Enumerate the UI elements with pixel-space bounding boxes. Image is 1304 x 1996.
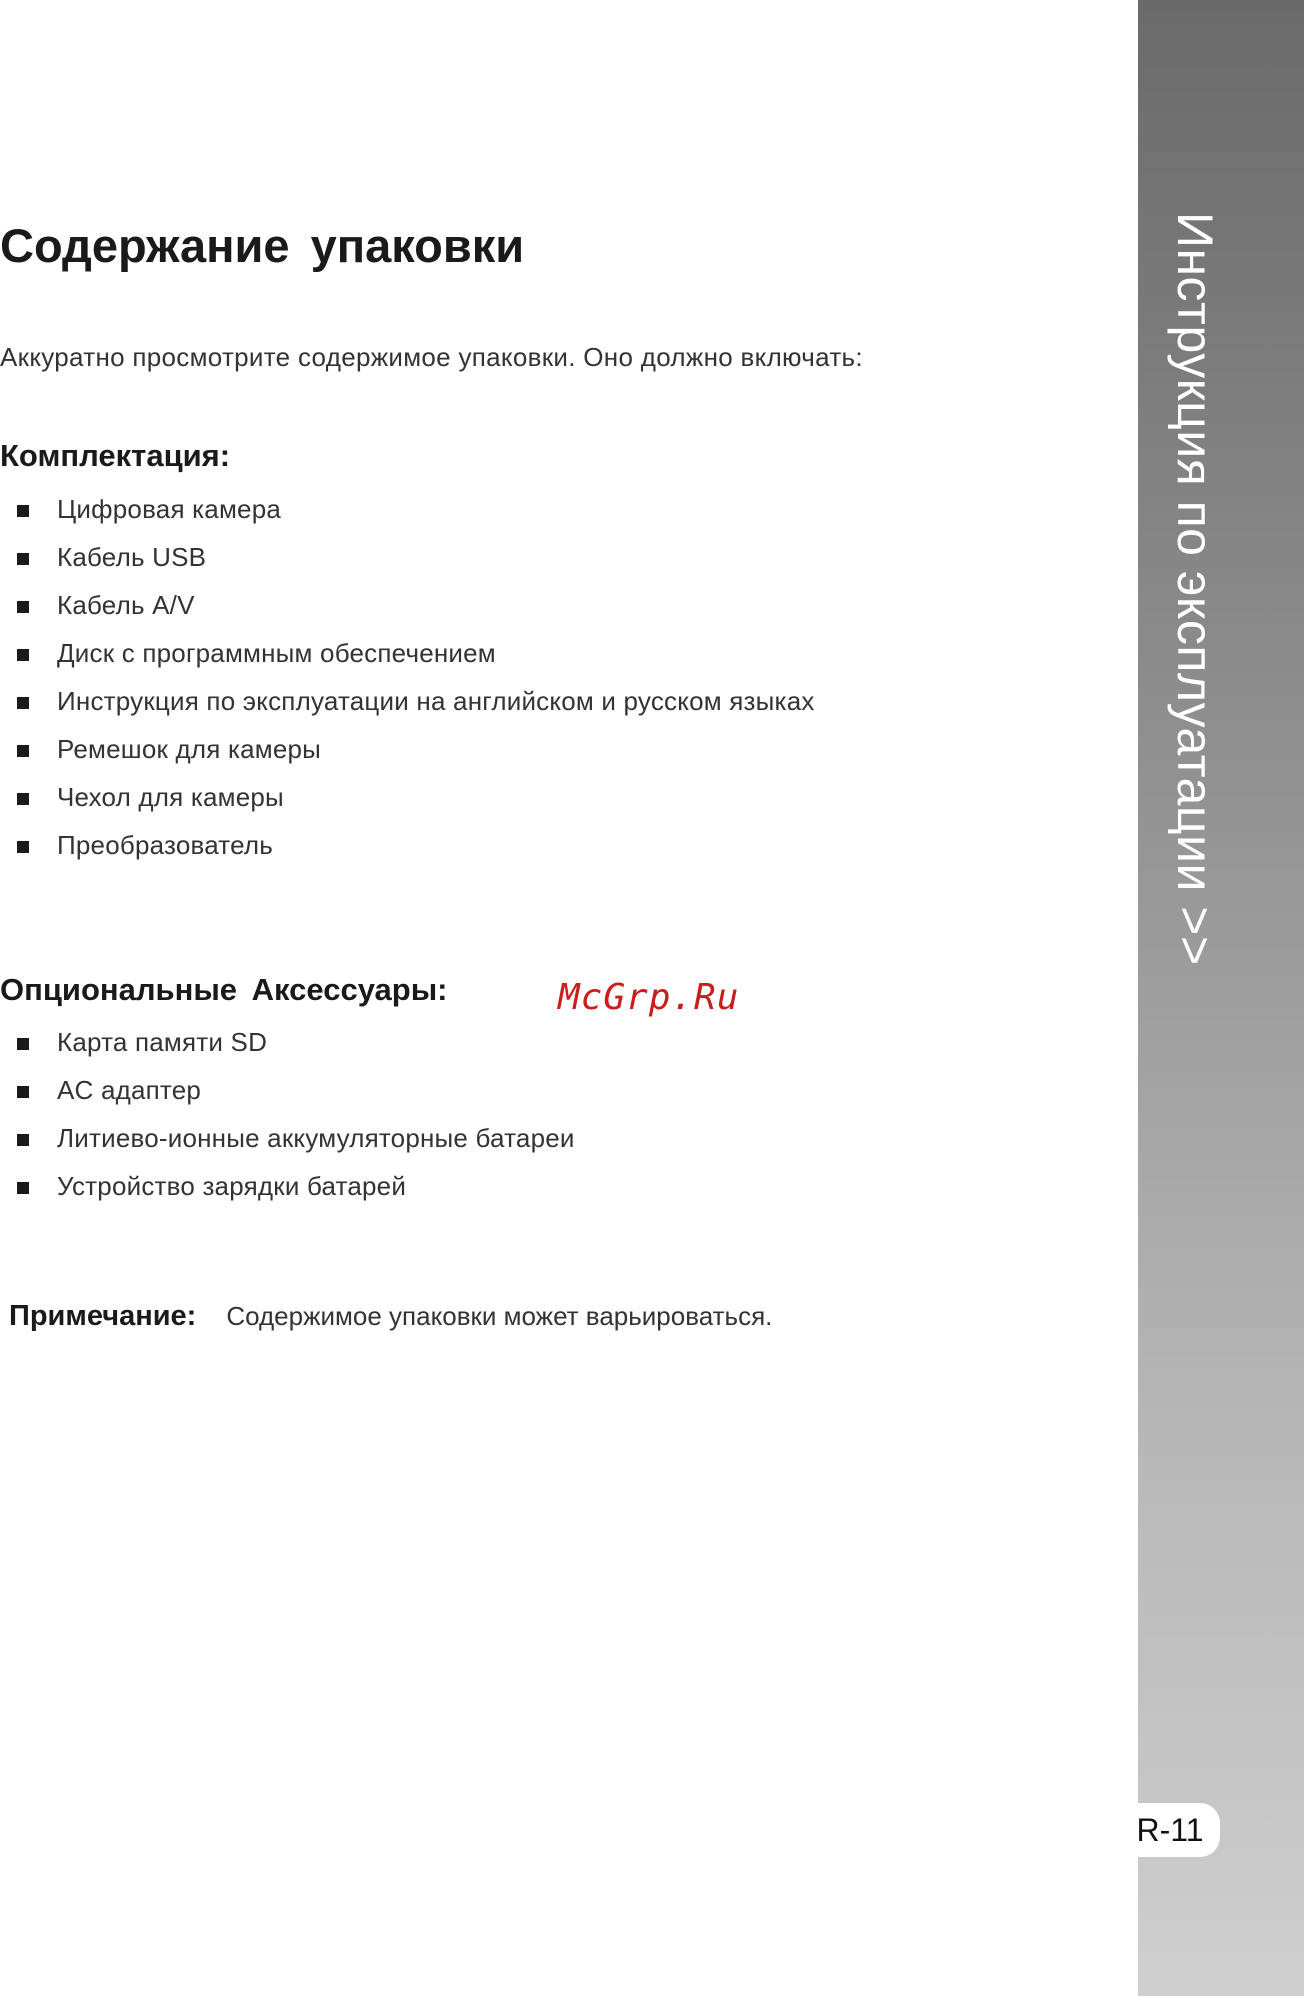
list-item <box>0 682 815 730</box>
square-bullet-icon <box>17 1038 29 1050</box>
list-item-label: Цифровая камера <box>57 494 282 524</box>
square-bullet-icon <box>17 1134 29 1146</box>
list-item-label: Кабель A/V <box>57 590 195 620</box>
list-item <box>0 1119 575 1167</box>
list-item-label: Устройство зарядки батарей <box>57 1171 407 1201</box>
note-block <box>9 1300 772 1333</box>
list-item <box>0 490 815 538</box>
list-item <box>0 730 815 778</box>
list-item-label: Диск с программным обеспечением <box>57 638 496 668</box>
square-bullet-icon <box>17 841 29 853</box>
list-item-label: AC адаптер <box>57 1075 202 1105</box>
list-item <box>0 1023 575 1071</box>
list-item <box>0 586 815 634</box>
optional-accessories-heading: Опциональные Аксессуары: <box>0 972 448 1007</box>
square-bullet-icon <box>17 697 29 709</box>
list-item <box>0 538 815 586</box>
list-item <box>0 826 815 874</box>
list-item-label: Чехол для камеры <box>57 782 284 812</box>
package-contents-list <box>0 490 815 874</box>
list-item-label: Кабель USB <box>57 542 207 572</box>
note-label: Примечание: <box>9 1300 197 1332</box>
list-item-label: Инструкция по эксплуатации на английском и русском языках <box>57 686 815 716</box>
square-bullet-icon <box>17 1182 29 1194</box>
intro-text: Аккуратно просмотрите содержимое упаковки. Оно должно включать: <box>0 342 863 372</box>
list-item-label: Ремешок для камеры <box>57 734 322 764</box>
list-item-label: Преобразователь <box>57 830 274 860</box>
package-contents-heading: Комплектация: <box>0 438 231 473</box>
square-bullet-icon <box>17 553 29 565</box>
page-title: Содержание упаковки <box>0 219 525 272</box>
list-item-label: Литиево-ионные аккумуляторные батареи <box>57 1123 575 1153</box>
list-item <box>0 1167 575 1215</box>
list-item <box>0 1071 575 1119</box>
square-bullet-icon <box>17 745 29 757</box>
sidebar-label: Инструкция по эксплуатации >> <box>1167 212 1223 966</box>
square-bullet-icon <box>17 601 29 613</box>
list-item <box>0 778 815 826</box>
square-bullet-icon <box>17 649 29 661</box>
square-bullet-icon <box>17 505 29 517</box>
optional-accessories-list <box>0 1023 575 1215</box>
note-text: Содержимое упаковки может варьироваться. <box>226 1301 773 1331</box>
page-number: R-11 <box>1120 1803 1220 1857</box>
square-bullet-icon <box>17 793 29 805</box>
watermark-link[interactable]: McGrp.Ru <box>558 977 740 1018</box>
list-item-label: Карта памяти SD <box>57 1027 268 1057</box>
list-item <box>0 634 815 682</box>
square-bullet-icon <box>17 1086 29 1098</box>
